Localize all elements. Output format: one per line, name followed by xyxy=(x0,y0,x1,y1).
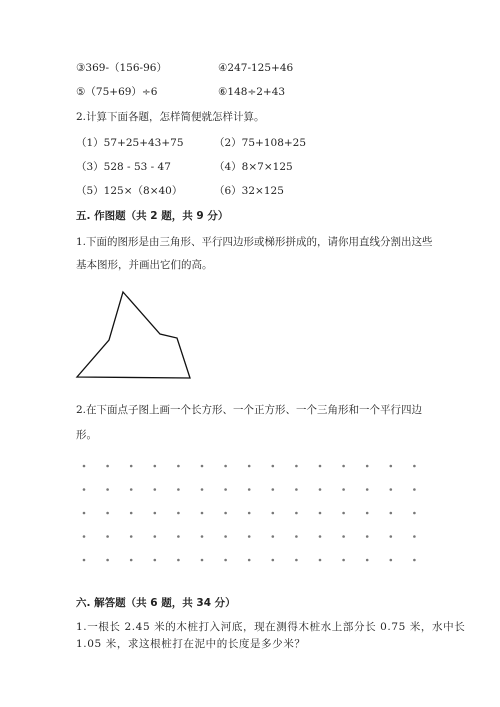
grid-dot xyxy=(130,465,133,468)
grid-dot xyxy=(413,512,416,515)
grid-dot xyxy=(154,488,157,491)
grid-dot xyxy=(224,535,227,538)
grid-dot xyxy=(130,488,133,491)
grid-dot xyxy=(272,465,275,468)
grid-dot xyxy=(272,488,275,491)
grid-dot xyxy=(390,465,393,468)
question-2-prompt: 2.计算下面各题，怎样简便就怎样计算。 xyxy=(76,111,265,123)
grid-dot xyxy=(319,559,322,562)
grid-dot xyxy=(390,512,393,515)
grid-dot xyxy=(319,535,322,538)
section-6-q1-line1: 1.一根长 2.45 米的木桩打入河底，现在测得木桩水上部分长 0.75 米，水中长 xyxy=(76,621,466,633)
grid-dot xyxy=(248,512,251,515)
grid-dot xyxy=(154,512,157,515)
grid-dot xyxy=(342,535,345,538)
grid-dot xyxy=(248,465,251,468)
grid-dot xyxy=(130,535,133,538)
calc-item-1: （1）57+25+43+75 xyxy=(76,137,184,149)
grid-dot xyxy=(130,559,133,562)
grid-dot xyxy=(366,488,369,491)
grid-dot xyxy=(177,559,180,562)
grid-dot xyxy=(201,535,204,538)
grid-dot xyxy=(106,512,109,515)
grid-dot xyxy=(154,465,157,468)
grid-dot xyxy=(106,535,109,538)
grid-dot xyxy=(106,488,109,491)
expression-4: ④247-125+46 xyxy=(218,62,294,74)
grid-dot xyxy=(201,465,204,468)
grid-dot xyxy=(413,559,416,562)
grid-dot xyxy=(390,535,393,538)
grid-dot xyxy=(177,465,180,468)
grid-dot xyxy=(106,559,109,562)
grid-dot xyxy=(390,559,393,562)
section-5-q1-line1: 1.下面的图形是由三角形、平行四边形或梯形拼成的，请你用直线分割出这些 xyxy=(76,236,433,248)
calc-item-2: （2）75+108+25 xyxy=(214,137,307,149)
expression-6: ⑥148÷2+43 xyxy=(218,86,286,98)
grid-dot xyxy=(319,488,322,491)
grid-dot xyxy=(342,465,345,468)
grid-dot xyxy=(201,488,204,491)
section-5-title: 五. 作图题（共 2 题，共 9 分） xyxy=(76,210,229,222)
expression-3: ③369-（156-96） xyxy=(76,62,167,74)
grid-dot xyxy=(390,488,393,491)
grid-dot xyxy=(248,559,251,562)
grid-dot xyxy=(224,488,227,491)
section-6-q1-line2: 1.05 米，求这根桩打在泥中的长度是多少米？ xyxy=(76,638,306,650)
calc-item-4: （4）8×7×125 xyxy=(214,161,293,173)
grid-dot xyxy=(366,465,369,468)
grid-dot xyxy=(83,512,86,515)
grid-dot xyxy=(342,488,345,491)
grid-dot xyxy=(106,465,109,468)
grid-dot xyxy=(130,512,133,515)
grid-dot xyxy=(177,512,180,515)
grid-dot xyxy=(295,465,298,468)
grid-dot xyxy=(224,559,227,562)
grid-dot xyxy=(154,559,157,562)
grid-dot xyxy=(366,559,369,562)
grid-dot xyxy=(224,512,227,515)
section-5-q1-line2: 基本图形，并画出它们的高。 xyxy=(76,259,213,271)
grid-dot xyxy=(295,488,298,491)
expression-5: ⑤（75+69）÷6 xyxy=(76,86,158,98)
calc-item-6: （6）32×125 xyxy=(214,185,284,197)
grid-dot xyxy=(366,535,369,538)
grid-dot xyxy=(319,512,322,515)
grid-dot xyxy=(272,559,275,562)
grid-dot xyxy=(154,535,157,538)
grid-dot xyxy=(342,512,345,515)
grid-dot xyxy=(224,465,227,468)
grid-dot xyxy=(201,512,204,515)
grid-dot xyxy=(177,488,180,491)
grid-dot xyxy=(413,535,416,538)
section-5-q2-line1: 2.在下面点子图上画一个长方形、一个正方形、一个三角形和一个平行四边 xyxy=(76,404,423,416)
calc-item-5: （5）125×（8×40） xyxy=(76,185,183,197)
grid-dot xyxy=(295,512,298,515)
grid-dot xyxy=(83,488,86,491)
grid-dot xyxy=(319,465,322,468)
grid-dot xyxy=(83,559,86,562)
grid-dot xyxy=(248,488,251,491)
grid-dot xyxy=(342,559,345,562)
grid-dot xyxy=(248,535,251,538)
grid-dot xyxy=(83,535,86,538)
grid-dot xyxy=(83,465,86,468)
grid-dot xyxy=(413,488,416,491)
grid-dot xyxy=(413,465,416,468)
calc-item-3: （3）528 - 53 - 47 xyxy=(76,161,171,173)
section-5-q2-line2: 形。 xyxy=(76,429,97,441)
grid-dot xyxy=(295,559,298,562)
grid-dot xyxy=(295,535,298,538)
grid-dot xyxy=(366,512,369,515)
grid-dot xyxy=(272,512,275,515)
grid-dot xyxy=(177,535,180,538)
section-6-title: 六. 解答题（共 6 题，共 34 分） xyxy=(76,597,236,609)
grid-dot xyxy=(201,559,204,562)
grid-dot xyxy=(272,535,275,538)
